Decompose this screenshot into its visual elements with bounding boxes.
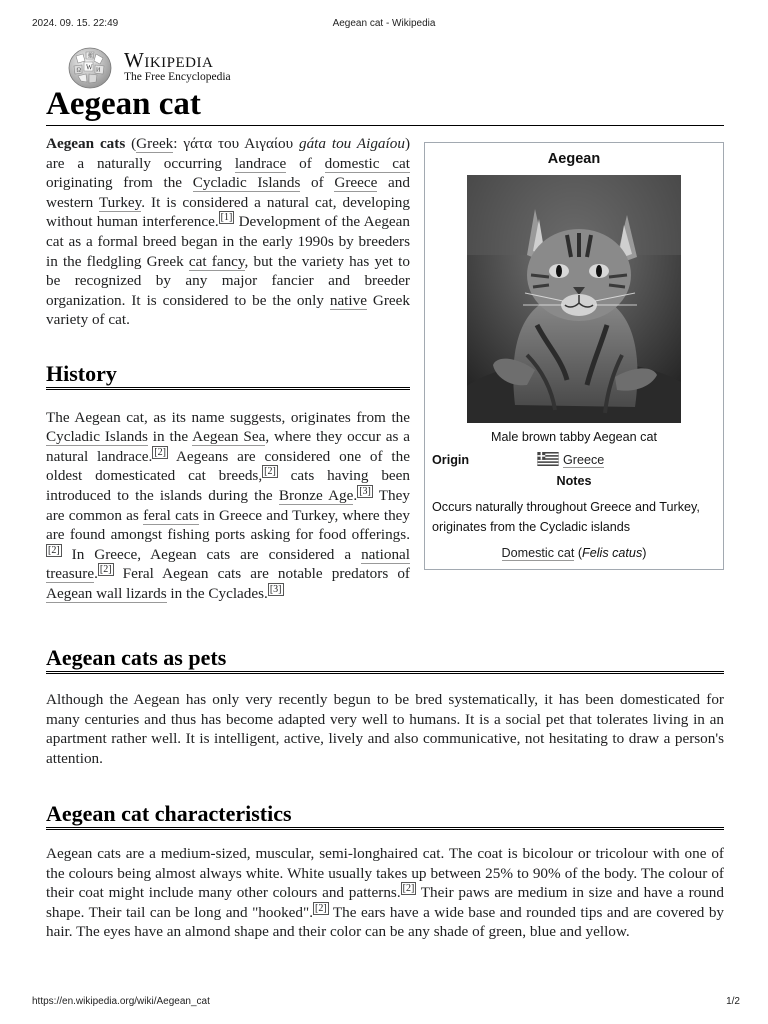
notes-text: Occurs naturally throughout Greece and Turkey, originates from the Cycladic islands — [432, 500, 700, 534]
feral-cats-link[interactable]: feral cats — [143, 506, 199, 524]
print-header — [0, 18, 768, 30]
aegean-sea-link[interactable]: Aegean Sea — [192, 428, 266, 446]
infobox-title: Aegean — [547, 151, 601, 167]
intro-paragraph: Aegean cats (Greek: γάτα του Αιγαίου gáta tou Aigaíou) are a naturally occurring landrace of domestic cat originating from the Cycladic Islands of Greece and western Turkey. It is considered a natural cat, developing without human interference. [1] Development of the Aegean cat as a formal breed began in the early 1990s by breeders in the fledgling Greek cat fancy, but the variety has yet to be recognized by any major fancier and breeder organization. It is considered to be the only native Greek variety of cat. — [46, 135, 410, 329]
print-page-number: 1/2 — [726, 996, 740, 1007]
infobox-origin-row — [425, 449, 723, 471]
origin-greece-link[interactable]: Greece — [563, 453, 605, 467]
citation-link[interactable]: [2] — [48, 544, 60, 556]
greece-flag-icon — [537, 452, 559, 466]
citation-link[interactable]: [1] — [220, 212, 233, 224]
citation-link[interactable]: [2] — [99, 564, 112, 576]
origin-label: Origin — [432, 453, 470, 467]
species-line: Domestic cat (Felis catus) — [501, 546, 647, 560]
greece-link[interactable]: Greece — [334, 174, 378, 192]
section-heading-pets: Aegean cats as pets — [46, 648, 724, 674]
aegean-wall-lizards-link[interactable]: Aegean wall lizards — [46, 584, 167, 602]
section-heading-history: History — [46, 364, 410, 390]
svg-text:И: И — [96, 67, 101, 74]
pets-paragraph: Although the Aegean has only very recently begun to be bred systematically, it has been domesticated for many centuries and thus has become adapted very well to humans. It is a social pet that tolerates living in an apartment rather well. It is intelligent, active, lively and also communicative, not hesitating to draw a person's attention. — [46, 691, 724, 767]
wikipedia-globe-icon — [66, 44, 114, 90]
domestic-cat-link[interactable]: Domestic cat — [501, 546, 575, 560]
cat-fancy-link[interactable]: cat fancy — [188, 252, 245, 270]
section-heading-characteristics: Aegean cat characteristics — [46, 804, 724, 830]
origin-value — [537, 452, 604, 468]
cat-photo[interactable] — [467, 175, 681, 423]
landrace-link[interactable]: landrace — [234, 154, 287, 172]
native-link[interactable]: native — [329, 291, 367, 309]
print-doc-title: Aegean cat - Wikipedia — [332, 18, 436, 29]
national-treasure-link[interactable]: national treasure — [46, 545, 410, 583]
svg-text:維: 維 — [88, 53, 94, 60]
wikipedia-logo[interactable] — [66, 44, 266, 90]
species-latin: Felis catus — [582, 546, 643, 560]
print-url: https://en.wikipedia.org/wiki/Aegean_cat — [32, 996, 210, 1007]
article-body — [46, 134, 724, 942]
cycladic-islands-link[interactable]: Cycladic Islands — [192, 174, 301, 192]
cycladic-islands-link[interactable]: Cycladic Islands — [46, 428, 148, 446]
infobox-caption: Male brown tabby Aegean cat — [491, 430, 657, 444]
page-title: Aegean cat — [46, 86, 724, 126]
print-footer — [0, 996, 768, 1008]
characteristics-paragraph: Aegean cats are a medium-sized, muscular, semi-longhaired cat. The coat is bicolour or tricolour with one of the colours being almost always white. White usually takes up between 25% to 90% of the body. The colour of their coat might include many other colours and patterns. [2] Their paws are medium in size and have a round shape. Their tail can be long and "hooked". [2] The ears have a wide base and rounded tips and are covered by hair. The eyes have an almond shape and their color can be any shade of green, blue and yellow. — [46, 845, 725, 941]
citation-link[interactable]: [2] — [154, 446, 166, 458]
svg-text:Ω: Ω — [76, 67, 81, 74]
citation-link[interactable]: [3] — [269, 583, 282, 595]
notes-label: Notes — [556, 474, 592, 488]
citation-link[interactable]: [2] — [315, 902, 327, 914]
turkey-link[interactable]: Turkey — [98, 193, 142, 211]
svg-text:W: W — [86, 63, 93, 72]
wikipedia-tagline: The Free Encyclopedia — [124, 71, 231, 83]
citation-link[interactable]: [2] — [402, 883, 415, 895]
citation-link[interactable]: [3] — [359, 485, 371, 497]
wikipedia-wordmark: Wikipedia — [124, 48, 214, 72]
domestic-cat-link[interactable]: domestic cat — [324, 154, 410, 172]
citation-link[interactable]: [2] — [264, 466, 276, 478]
bronze-age-link[interactable]: Bronze Age — [278, 486, 354, 504]
greek-language-link[interactable]: Greek — [136, 135, 174, 152]
infobox — [424, 142, 724, 570]
print-datetime: 2024. 09. 15. 22:49 — [32, 18, 119, 29]
history-paragraph: The Aegean cat, as its name suggests, originates from the Cycladic Islands in the Aegean Sea, where they occur as a natural landrace. [2] Aegeans are considered one of the oldest domesticated cat breeds, [2] cats having been introduced to the islands during the Bronze Age. [3] They are common as feral cats in Greece and Turkey, where they are found amongst fishing ports asking for food offerings.[2] In Greece, Aegean cats are considered a national treasure. [2] Feral Aegean cats are notable predators of Aegean wall lizards in the Cyclades. [3] — [46, 408, 411, 602]
